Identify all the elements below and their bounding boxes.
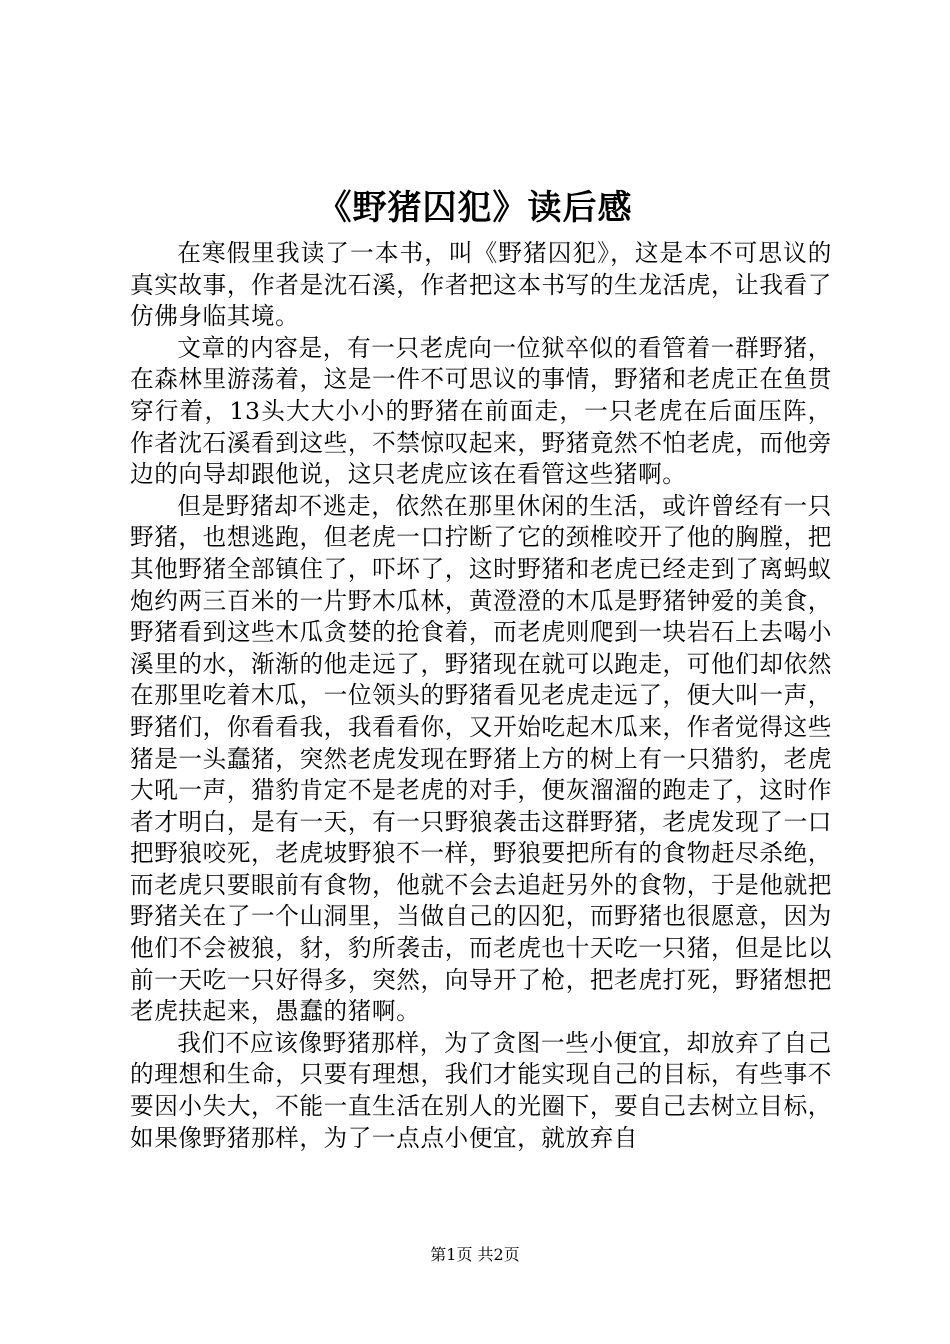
paragraph: 在寒假里我读了一本书，叫《野猪囚犯》，这是本不可思议的真实故事，作者是沈石溪，作者把这本书写的生龙活虎，让我看了仿佛身临其境。: [130, 239, 832, 331]
paragraph: 文章的内容是，有一只老虎向一位狱卒似的看管着一群野猪，在森林里游荡着，这是一件不可思议的事情，野猪和老虎正在鱼贯穿行着，13头大大小小的野猪在前面走，一只老虎在后面压阵，作者沈石溪看到这些，不禁惊叹起来，野猪竟然不怕老虎，而他旁边的向导却跟他说，这只老虎应该在看管这些猪啊。: [130, 333, 832, 489]
paragraph: 但是野猪却不逃走，依然在那里休闲的生活，或许曾经有一只野猪，也想逃跑，但老虎一口拧断了它的颈椎咬开了他的胸膛，把其他野猪全部镇住了，吓坏了，这时野猪和老虎已经走到了离蚂蚁炮约两三百米的一片野木瓜林，黄澄澄的木瓜是野猪钟爱的美食，野猪看到这些木瓜贪婪的抢食着，而老虎则爬到一块岩石上去喝小溪里的水，渐渐的他走远了，野猪现在就可以跑走，可他们却依然在那里吃着木瓜，一位领头的野猪看见老虎走远了，便大叫一声，野猪们，你看看我，我看看你，又开始吃起木瓜来，作者觉得这些猪是一头蠢猪，突然老虎发现在野猪上方的树上有一只猎豹，老虎大吼一声，猎豹肯定不是老虎的对手，便灰溜溜的跑走了，这时作者才明白，是有一天，有一只野狼袭击这群野猪，老虎发现了一口把野狼咬死，老虎坡野狼不一样，野狼要把所有的食物赶尽杀绝，而老虎只要眼前有食物，他就不会去追赶另外的食物，于是他就把野猪关在了一个山洞里，当做自己的囚犯，而野猪也很愿意，因为他们不会被狼，豺，豹所袭击，而老虎也十天吃一只猪，但是比以前一天吃一只好得多，突然，向导开了枪，把老虎打死，野猪想把老虎扶起来，愚蠢的猪啊。: [130, 491, 832, 1026]
document-body: [130, 238, 832, 1154]
paragraph: 我们不应该像野猪那样，为了贪图一些小便宜，却放弃了自己的理想和生命，只要有理想，我们才能实现自己的目标，有些事不要因小失大，不能一直生活在别人的光圈下，要自己去树立目标，如果像野猪那样，为了一点点小便宜，就放弃自: [130, 1028, 832, 1152]
page-footer: 第1页 共2页: [430, 1245, 520, 1264]
document-title: 《野猪囚犯》读后感: [317, 188, 633, 228]
